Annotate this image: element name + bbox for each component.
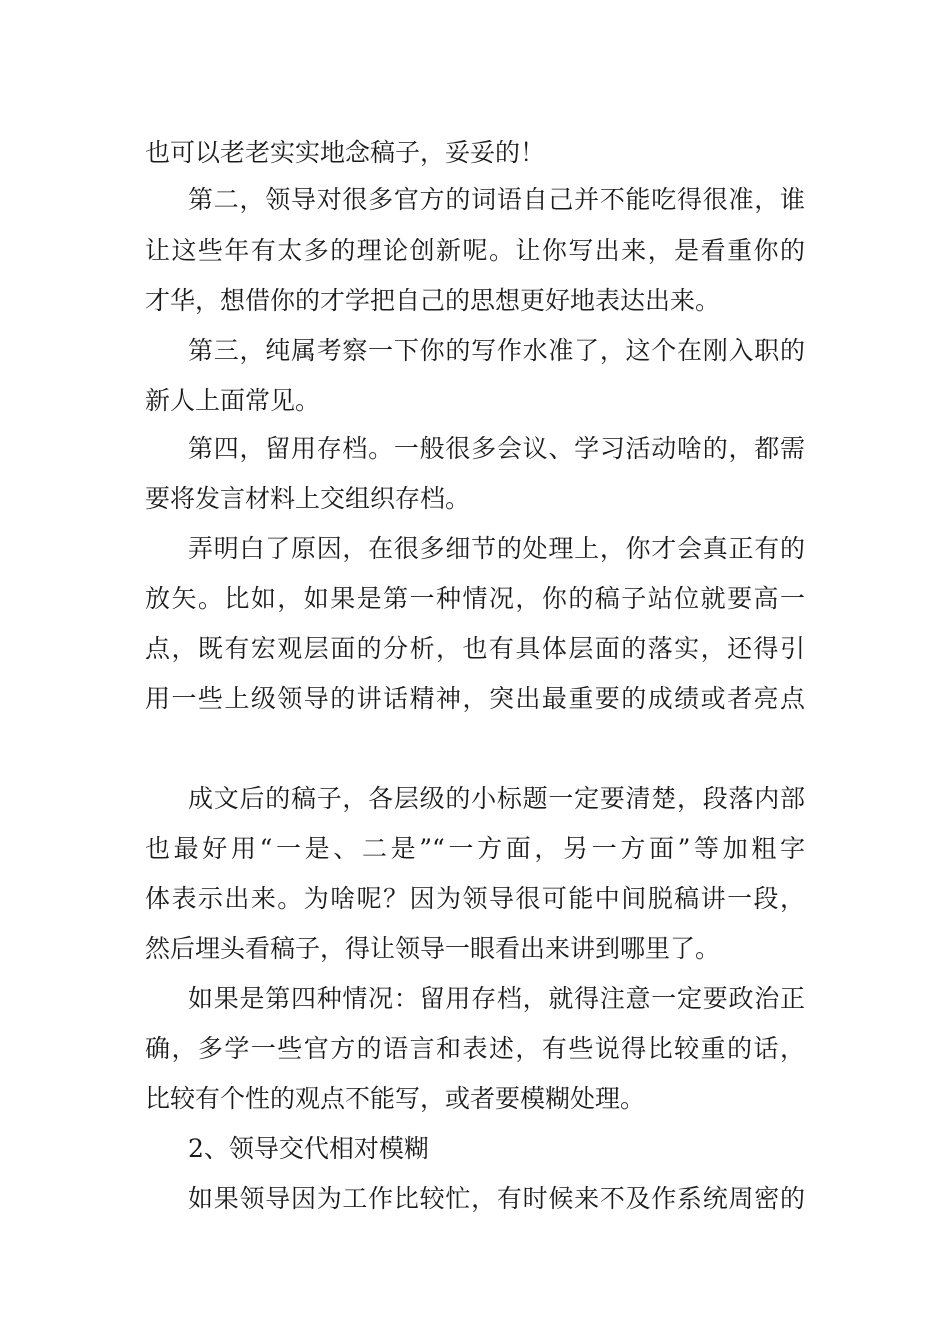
text-line-8: 要将发言材料上交组织存档。: [145, 484, 471, 513]
section-heading: 2、领导交代相对模糊: [188, 1134, 429, 1163]
text-line-21: 如果领导因为工作比较忙，有时候来不及作系统周密的: [188, 1184, 805, 1213]
text-line-19: 比较有个性的观点不能写，或者要模糊处理。: [145, 1084, 646, 1113]
text-line-12: 用一些上级领导的讲话精神，突出最重要的成绩或者亮点: [145, 684, 805, 713]
text-line-4: 才华，想借你的才学把自己的思想更好地表达出来。: [145, 286, 721, 315]
text-line-6: 新人上面常见。: [145, 386, 321, 415]
text-line-9: 弄明白了原因，在很多细节的处理上，你才会真正有的: [188, 534, 805, 563]
text-line-5: 第三，纯属考察一下你的写作水准了，这个在刚入职的: [188, 336, 805, 365]
text-line-18: 确，多学一些官方的语言和表述，有些说得比较重的话，: [145, 1034, 805, 1063]
text-line-7: 第四，留用存档。一般很多会议、学习活动啥的，都需: [188, 434, 805, 463]
text-line-11: 点，既有宏观层面的分析，也有具体层面的落实，还得引: [145, 634, 805, 663]
text-line-1: 也可以老老实实地念稿子，妥妥的！: [145, 138, 546, 167]
text-line-13: 成文后的稿子，各层级的小标题一定要清楚，段落内部: [188, 784, 805, 813]
text-line-3: 让这些年有太多的理论创新呢。让你写出来，是看重你的: [145, 236, 805, 265]
text-line-16: 然后埋头看稿子，得让领导一眼看出来讲到哪里了。: [145, 934, 721, 963]
text-line-2: 第二，领导对很多官方的词语自己并不能吃得很准，谁: [188, 185, 805, 214]
text-line-10: 放矢。比如，如果是第一种情况，你的稿子站位就要高一: [145, 584, 805, 613]
text-line-17: 如果是第四种情况：留用存档，就得注意一定要政治正: [188, 984, 805, 1013]
text-line-14: 也最好用“一是、二是”“一方面，另一方面”等加粗字: [145, 834, 805, 863]
text-line-15: 体表示出来。为啥呢？因为领导很可能中间脱稿讲一段，: [145, 884, 805, 913]
